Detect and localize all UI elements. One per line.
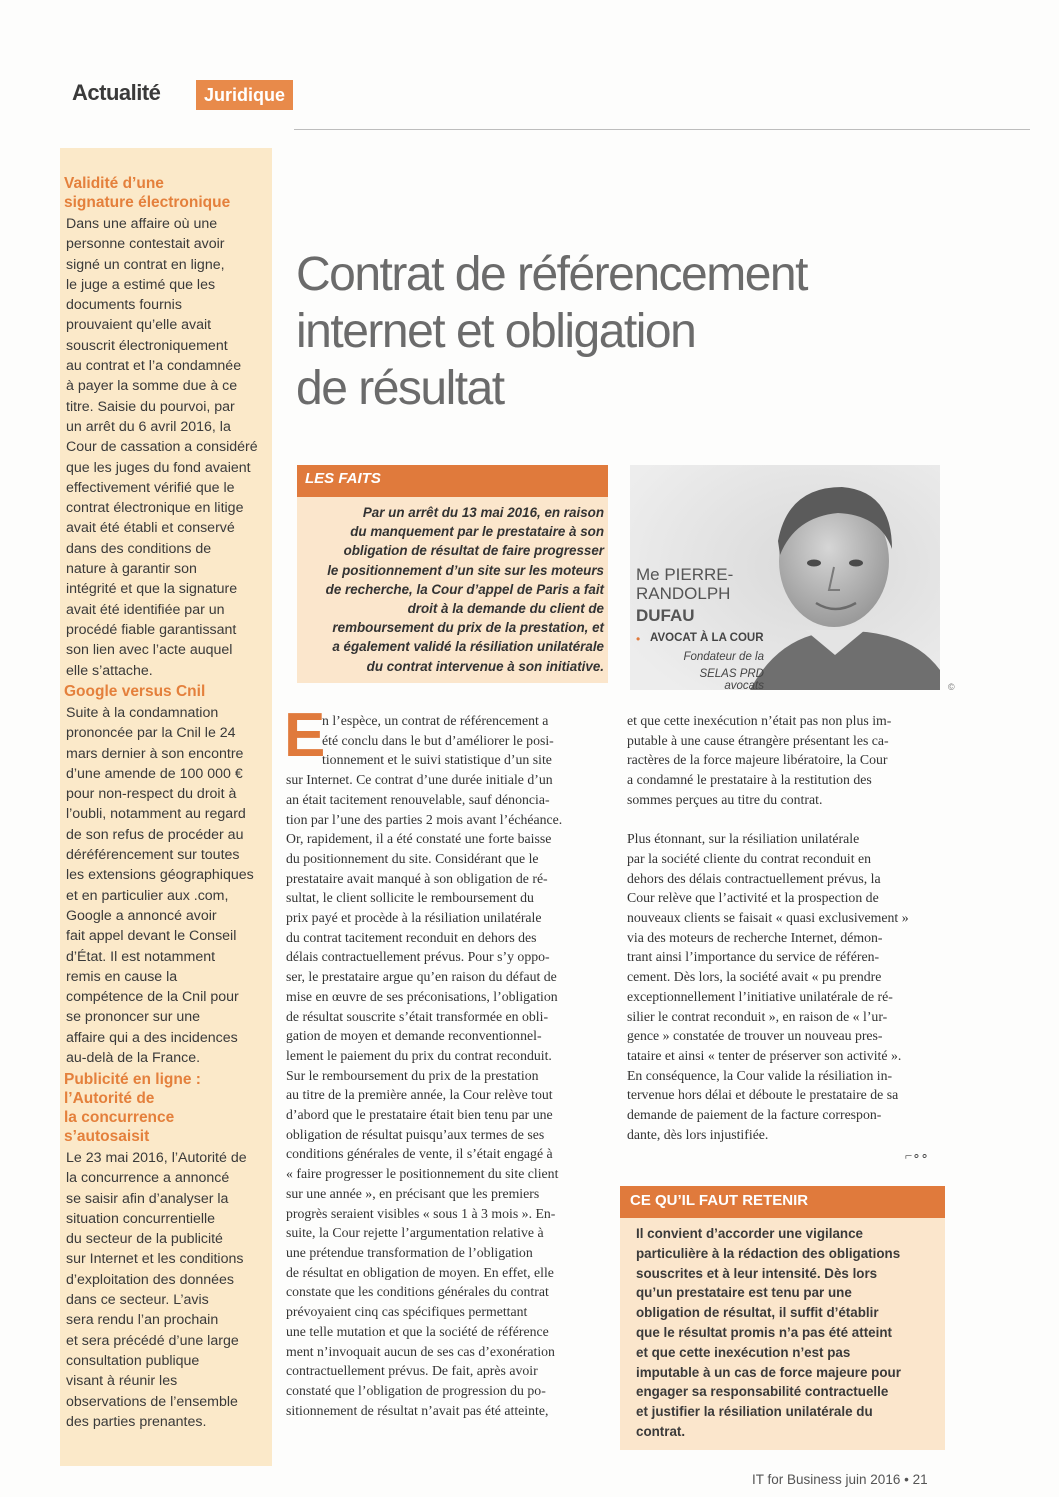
text-line: été conclu dans le but d’améliorer le posi- [322, 732, 554, 748]
sidebar-item-title: Google versus Cnil [64, 683, 206, 700]
text-line: prestataire avait manqué à son obligation de ré- [286, 870, 548, 886]
text-line: compétence de la Cnil pour [66, 989, 239, 1006]
sidebar-item [60, 174, 272, 681]
text-line: n l’espèce, un contrat de référencement a [322, 713, 549, 728]
text-line: personne contestait avoir [66, 236, 225, 253]
text-line: droit à la demande du client de [407, 601, 604, 617]
text-line: au contrat et l’a condamnée [66, 358, 242, 375]
text-line: a également validé la résiliation unilatérale [332, 639, 604, 655]
text-line: l’oubli, notamment au regard [66, 806, 246, 823]
text-line: de recherche, la Cour d’appel de Paris a fait [325, 581, 604, 597]
text-line: procédé fiable garantissant [66, 621, 237, 638]
dropcap: E [284, 701, 326, 770]
text-line: Contrat de référencement [296, 248, 807, 301]
text-line: gence » constatée de trouver un nouveau pres- [627, 1028, 883, 1044]
text-line: obligation de résultat de faire progresser [343, 543, 604, 559]
text-line: d’une amende de 100 000 € [66, 765, 243, 782]
text-line: d’État. Il est notamment [66, 948, 216, 965]
text-line: délais contractuellement prévus. Pour s’y oppo- [286, 949, 550, 965]
text-line: nouveaux clients se faisait « quasi exclusivement » [627, 910, 909, 926]
section-heading: Actualité [72, 80, 161, 105]
text-line: et sera précédé d’une large [66, 1332, 239, 1349]
text-line: an était tacitement renouvelable, sauf dénoncia- [286, 791, 550, 807]
text-line: constate que les conditions générales du contrat [286, 1284, 549, 1300]
facts-text [302, 503, 604, 676]
text-line: par la société cliente du contrat reconduit en [627, 850, 872, 866]
text-line: exceptionnellement l’initiative unilatérale de ré- [627, 988, 893, 1004]
sidebar-item-text [60, 703, 272, 1068]
text-line: Google a annoncé avoir [66, 907, 217, 924]
text-line: Plus étonnant, sur la résiliation unilatérale [627, 831, 860, 847]
text-line: Or, rapidement, il a été constaté une forte baisse [286, 831, 552, 847]
text-line: remboursement du prix de la prestation, et [332, 620, 604, 636]
text-line: prononcée par la Cnil le 24 [66, 725, 236, 742]
author-affiliation: SELAS PRD avocats [699, 668, 764, 692]
text-line: son lien avec l’acte auquel [66, 642, 233, 659]
text-line: contrat électronique en litige [66, 500, 244, 517]
text-line: une prétendue transformation de l’obligation [286, 1244, 533, 1260]
page-footer: IT for Business juin 2016 • 21 [752, 1472, 928, 1487]
text-line: tervenue hors délai et déboute le prestataire de sa [627, 1087, 899, 1103]
retain-box [620, 1218, 945, 1450]
text-line: prix payé et procède à la résiliation unilatérale [286, 910, 542, 926]
text-line: avait été établi et conservé [66, 520, 235, 537]
text-line: ment n’invoquait aucun de ses cas d’exonération [286, 1343, 555, 1359]
text-line: Cour relève que l’activité et la prospection de [627, 890, 879, 906]
text-line: du secteur de la publicité [66, 1231, 223, 1248]
bullet-icon: • [636, 632, 641, 646]
author-name-line: Me PIERRE- [636, 565, 734, 584]
text-line: que les juges du fond avaient [66, 459, 251, 476]
facts-box [297, 497, 608, 683]
text-line: au-delà de la France. [66, 1050, 201, 1067]
text-line: Dans une affaire où une [66, 216, 218, 232]
text-line: qu’un prestataire est tenu par une [636, 1285, 852, 1301]
text-line: « faire progresser le positionnement du site client [286, 1166, 559, 1182]
text-line: Par un arrêt du 13 mai 2016, en raison [362, 505, 604, 520]
text-line: fait appel devant le Conseil [66, 928, 237, 945]
sidebar-item-title: Validité d’une signature électronique [64, 175, 231, 211]
retain-header [620, 1186, 945, 1218]
text-line: Suite à la condamnation [66, 705, 219, 721]
sidebar-item [60, 1070, 272, 1432]
text-line: dehors des délais contractuellement prévus, la [627, 870, 881, 886]
text-line: nature à garantir son [66, 561, 197, 578]
text-line: tataire et ainsi « tenter de préserver son activité ». [627, 1047, 902, 1063]
text-line: les extensions géographiques [66, 867, 254, 884]
text-line: un arrêt du 6 avril 2016, la [66, 418, 231, 435]
sidebar-item-text [60, 214, 272, 681]
text-line: Sur le remboursement du prix de la prestation [286, 1067, 539, 1083]
text-line: putable à une cause étrangère présentant les ca- [627, 732, 889, 748]
text-line: à payer la somme due à ce [66, 378, 238, 395]
text-line: souscrites et à leur intensité. Dès lors [636, 1265, 878, 1281]
header-rule [294, 129, 1030, 130]
text-line: d’abord que le prestataire était bien tenu par une [286, 1107, 553, 1123]
text-line: dans des conditions de [66, 540, 212, 557]
text-line: signé un contrat en ligne, [66, 256, 225, 273]
text-line: consultation publique [66, 1352, 200, 1369]
author-role: AVOCAT À LA COUR [650, 632, 764, 644]
text-line: silier le contrat reconduit », en raison de « l’ur- [627, 1008, 888, 1024]
text-line: que le résultat promis n’a pas été atteint [636, 1324, 892, 1340]
text-line: sitionnement de résultat n’avait pas été atteinte, [286, 1402, 549, 1418]
text-line: se saisir afin d’analyser la [66, 1190, 229, 1207]
text-line: documents fournis [66, 297, 182, 314]
text-line: mise en œuvre de ses préconisations, l’obligation [286, 988, 558, 1004]
text-line: déréférencement sur toutes [66, 847, 240, 864]
text-line: trant ainsi l’importance du service de référen- [627, 949, 880, 965]
text-line: et que cette inexécution n’était pas non plus im- [627, 713, 892, 728]
article-column-2 [627, 711, 947, 1144]
text-line: En conséquence, la Cour valide la résiliation in- [627, 1067, 893, 1083]
text-line: obligation de résultat puisqu’aux termes de ses [286, 1126, 545, 1142]
article-title [296, 246, 896, 417]
text-line: suite, la Cour rejette l’argumentation relative à [286, 1225, 544, 1241]
text-line: dans ce secteur. L’avis [66, 1292, 209, 1309]
text-line: contrat. [636, 1423, 686, 1439]
text-line: ser, le prestataire argue qu’en raison du défaut de [286, 969, 557, 985]
text-line: Il convient d’accorder une vigilance [636, 1226, 863, 1241]
text-line: sultat, le client sollicite le remboursement du [286, 890, 534, 906]
text-line: des parties prenantes. [66, 1413, 207, 1430]
text-line: tionnement et le suivi statistique d’un site [322, 752, 552, 768]
text-line: conditions générales de vente, il s’était engagé à [286, 1146, 553, 1162]
text-line: avait été identifiée par un [66, 601, 225, 618]
sidebar-item-text [60, 1148, 272, 1432]
text-line: une telle mutation et que la société de référence [286, 1323, 549, 1339]
facts-header [297, 465, 608, 497]
text-line: obligation de résultat, il suffit d’établir [636, 1305, 879, 1321]
text-line: et justifier la résiliation unilatérale du [636, 1404, 873, 1420]
news-sidebar [60, 148, 272, 1466]
text-line: du manquement par le prestataire à son [350, 524, 604, 540]
text-line: a condamné le prestataire à la restitution des [627, 772, 872, 788]
text-line: et que cette inexécution n’est pas [636, 1344, 851, 1360]
photo-credit: © [948, 682, 955, 692]
text-line: du positionnement du site. Considérant que le [286, 850, 539, 866]
text-line: particulière à la rédaction des obligations [636, 1245, 901, 1261]
text-line: le positionnement d’un site sur les moteurs [327, 562, 604, 578]
text-line: de résultat en obligation de moyen. En effet, elle [286, 1264, 554, 1280]
text-line: effectivement vérifié que le [66, 479, 235, 496]
text-line: de résultat [296, 362, 504, 415]
text-line: demande de paiement de la facture correspon- [627, 1107, 882, 1123]
retain-text [636, 1224, 936, 1442]
text-line: pour non-respect du droit à [66, 786, 237, 803]
author-name-line: RANDOLPH [636, 584, 731, 603]
text-line: le juge a estimé que les [66, 276, 216, 293]
text-line: remis en cause la [66, 968, 178, 985]
text-line: la concurrence a annoncé [66, 1170, 230, 1187]
text-line: ractères de la force majeure libératoire, la Cour [627, 752, 888, 768]
text-line: souscrit électroniquement [66, 337, 228, 354]
text-line: prévoyaient cinq cas spécifiques permettant [286, 1304, 528, 1320]
text-line: et en particulier aux .com, [66, 887, 229, 904]
text-line: Le 23 mai 2016, l’Autorité de [66, 1150, 247, 1166]
text-line: observations de l’ensemble [66, 1393, 238, 1410]
text-line: lement le paiement du prix du contrat reconduit. [286, 1047, 552, 1063]
text-line: se prononcer sur une [66, 1009, 201, 1026]
facts-label: LES FAITS [305, 470, 381, 487]
text-line [627, 810, 947, 830]
text-line: de son refus de procéder au [66, 826, 244, 843]
text-line: cement. Dès lors, la société avait « pu prendre [627, 969, 882, 985]
author-affiliation: Fondateur de la [683, 651, 764, 663]
text-line: progrès seraient visibles « sous 1 à 3 mois ». En- [286, 1205, 556, 1221]
section-tag: Juridique [196, 80, 293, 110]
text-line: sur une année », en précisant que les premiers [286, 1185, 540, 1201]
text-line: du contrat intervenue à son initiative. [366, 658, 604, 674]
text-line: d’exploitation des données [66, 1271, 235, 1288]
text-line: engager sa responsabilité contractuelle [636, 1384, 889, 1400]
text-line: sur Internet. Ce contrat d’une durée initiale d’un [286, 772, 553, 788]
text-line: sur Internet et les conditions [66, 1251, 244, 1268]
text-line: gation de moyen et demande reconventionnel- [286, 1028, 542, 1044]
text-line: internet et obligation [296, 305, 696, 358]
text-line: imputable à un cas de force majeure pour [636, 1364, 901, 1380]
text-line: constaté que l’obligation de progression du po- [286, 1382, 546, 1398]
text-line: affaire qui a des incidences [66, 1029, 238, 1046]
text-line: tion par l’une des parties 2 mois avant l’échéance. [286, 811, 563, 827]
text-line: elle s’attache. [66, 662, 153, 679]
text-line: mars dernier à son encontre [66, 745, 244, 762]
text-line: prouvaient qu’elle avait [66, 317, 212, 334]
text-line: dante, dès lors injustifiée. [627, 1126, 769, 1142]
text-line: au titre de la première année, la Cour relève tout [286, 1087, 553, 1103]
text-line: visant à réunir les [66, 1373, 178, 1390]
text-line: du contrat tacitement reconduit en dehors des [286, 929, 537, 945]
text-line: sera rendu l’an prochain [66, 1312, 219, 1329]
text-line: de résultat souscrite s’était transformée en obli- [286, 1008, 549, 1024]
author-surname: DUFAU [636, 606, 695, 625]
text-line: sommes perçues au titre du contrat. [627, 791, 823, 807]
sidebar-item-title: Publicité en ligne : l’Autorité de la concurrence s’autosaisit [64, 1071, 201, 1145]
retain-label: CE QU’IL FAUT RETENIR [630, 1192, 809, 1209]
text-line: via des moteurs de recherche Internet, démon- [627, 929, 883, 945]
text-line: Cour de cassation a considéré [66, 439, 258, 456]
text-line: contractuellement prévus. De fait, après avoir [286, 1363, 538, 1379]
end-of-article-icon: ⌐∘∘ [905, 1148, 929, 1163]
text-line: situation concurrentielle [66, 1210, 216, 1227]
text-line: intégrité et que la signature [66, 581, 238, 598]
text-line: titre. Saisie du pourvoi, par [66, 398, 235, 415]
article-column-1 [286, 711, 608, 1420]
sidebar-item [60, 682, 272, 1068]
